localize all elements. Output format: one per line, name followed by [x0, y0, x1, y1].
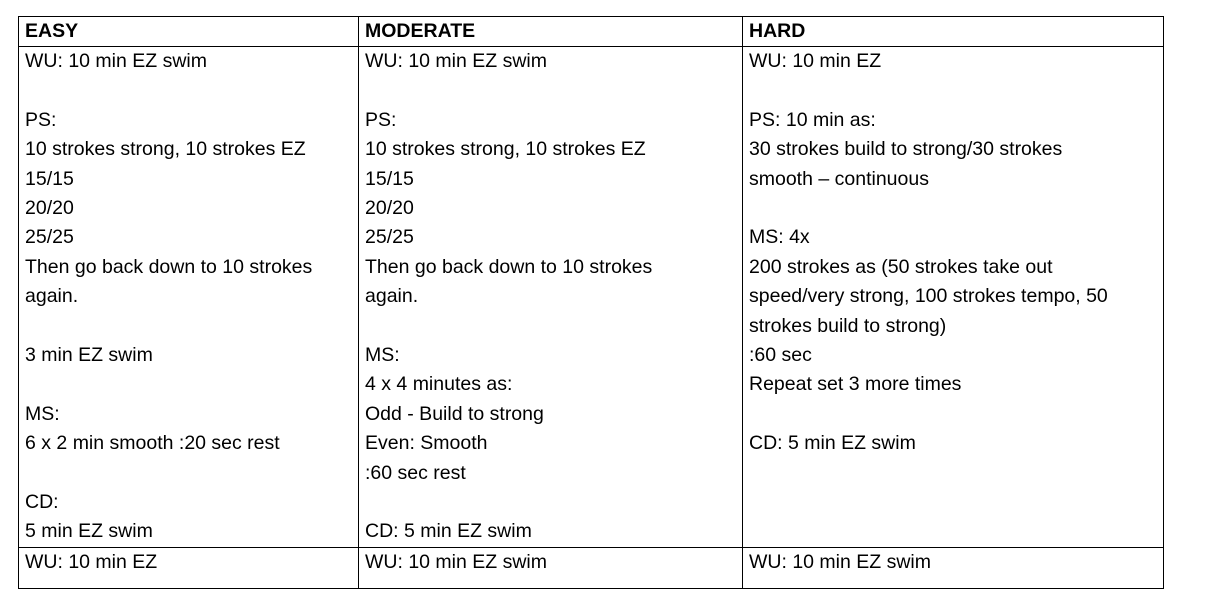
cell-line: speed/very strong, 100 strokes tempo, 50 — [749, 285, 1108, 308]
cell-line: smooth – continuous — [749, 167, 929, 190]
cell-line: 3 min EZ swim — [25, 344, 153, 367]
cell-line — [365, 76, 738, 105]
cell-line: PS: 10 min as: — [749, 108, 876, 131]
cell-line: again. — [25, 285, 79, 308]
cell-line: 25/25 — [25, 226, 74, 249]
cell-line: 30 strokes build to strong/30 strokes — [749, 138, 1063, 161]
cell-line — [749, 400, 1159, 429]
next-row — [19, 547, 1164, 588]
header-row — [19, 17, 1164, 47]
cell-line: 10 strokes strong, 10 strokes EZ — [365, 138, 646, 161]
cell-line: Even: Smooth — [365, 432, 488, 455]
cell-line: MS: — [25, 402, 60, 425]
workout-row — [19, 47, 1164, 548]
cell-line: PS: — [25, 108, 57, 131]
hard-cell — [743, 47, 1164, 548]
workout-table — [18, 16, 1164, 589]
cell-line: 25/25 — [365, 226, 414, 249]
cell-line: strokes build to strong) — [749, 314, 947, 337]
cell-line: MS: — [365, 344, 400, 367]
cell-line: 20/20 — [25, 197, 74, 220]
cell-line — [25, 459, 354, 488]
easy-cell — [19, 47, 359, 548]
cell-line: PS: — [365, 108, 397, 131]
cell-line — [365, 312, 738, 341]
cell-line: 5 min EZ swim — [25, 520, 153, 543]
next-row-hard-cell — [743, 547, 1164, 588]
cell-line — [749, 76, 1159, 105]
header-easy: EASY — [19, 17, 359, 47]
next-row-easy-text: WU: 10 min EZ — [25, 550, 158, 573]
cell-line: 10 strokes strong, 10 strokes EZ — [25, 138, 306, 161]
next-row-easy-cell — [19, 547, 359, 588]
cell-line — [749, 194, 1159, 223]
moderate-cell — [359, 47, 743, 548]
cell-line: WU: 10 min EZ — [749, 50, 882, 72]
cell-line: Odd - Build to strong — [365, 402, 544, 425]
cell-line — [25, 76, 354, 105]
cell-line: WU: 10 min EZ swim — [365, 50, 548, 72]
cell-line: CD: 5 min EZ swim — [365, 520, 532, 543]
cell-line: 20/20 — [365, 197, 414, 220]
cell-line: again. — [365, 285, 419, 308]
next-row-moderate-text: WU: 10 min EZ swim — [365, 550, 548, 573]
header-moderate: MODERATE — [359, 17, 743, 47]
cell-line: 15/15 — [25, 167, 74, 190]
cell-line: 6 x 2 min smooth :20 sec rest — [25, 432, 280, 455]
cell-line — [25, 312, 354, 341]
cell-line: :60 sec rest — [365, 461, 466, 484]
cell-line: 4 x 4 minutes as: — [365, 373, 513, 396]
header-hard: HARD — [743, 17, 1164, 47]
next-row-hard-text: WU: 10 min EZ swim — [749, 550, 932, 573]
cell-line: WU: 10 min EZ swim — [25, 50, 208, 72]
cell-line: MS: 4x — [749, 226, 810, 249]
cell-line: 15/15 — [365, 167, 414, 190]
cell-line: CD: — [25, 491, 59, 514]
cell-line: :60 sec — [749, 344, 812, 367]
cell-line: 200 strokes as (50 strokes take out — [749, 255, 1053, 278]
cell-line: Then go back down to 10 strokes — [365, 255, 653, 278]
cell-line — [25, 370, 354, 399]
cell-line — [365, 488, 738, 517]
cell-line: Then go back down to 10 strokes — [25, 255, 313, 278]
cell-line: CD: 5 min EZ swim — [749, 432, 916, 455]
next-row-moderate-cell — [359, 547, 743, 588]
cell-line: Repeat set 3 more times — [749, 373, 962, 396]
